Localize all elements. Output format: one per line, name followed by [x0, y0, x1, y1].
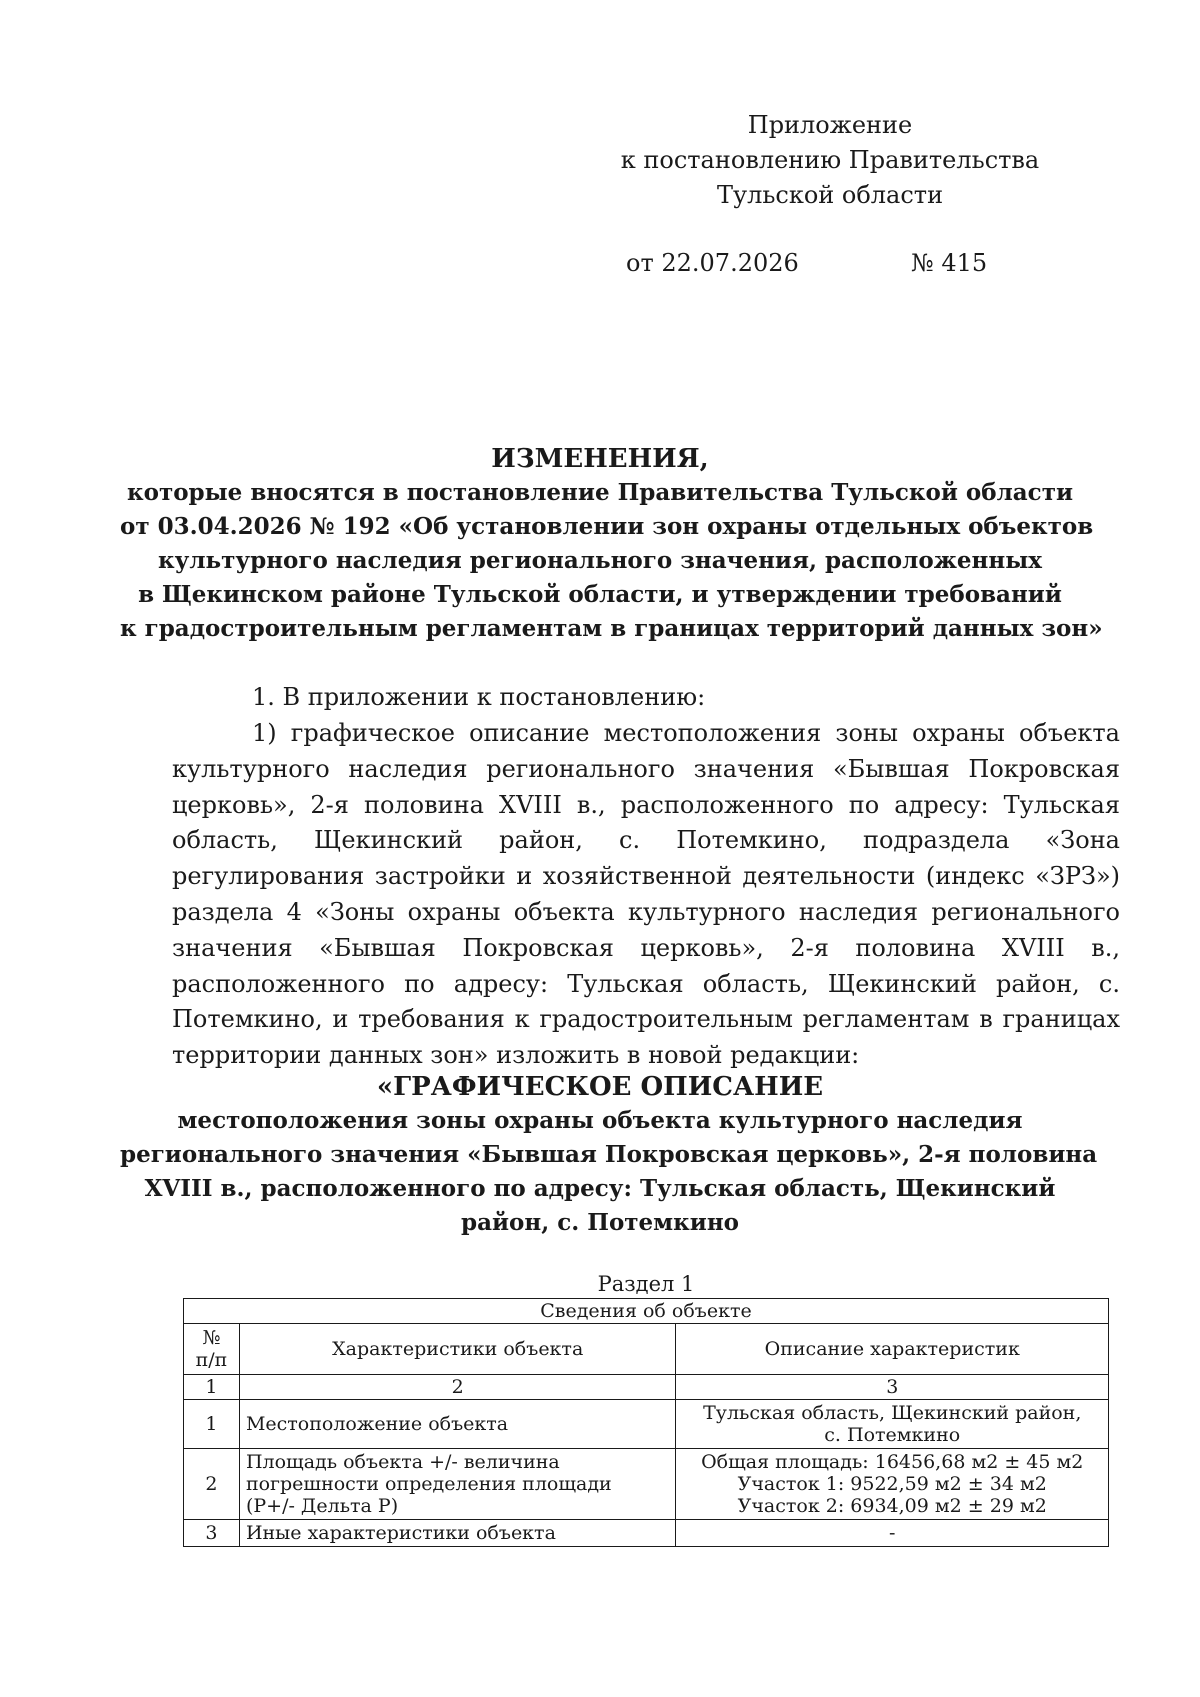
row-characteristic-line: погрешности определения площади [245, 1473, 612, 1495]
row-description-line: Участок 2: 6934,09 м2 ± 29 м2 [737, 1495, 1047, 1517]
graphic-description-heading [120, 1070, 1098, 1240]
row-description [676, 1400, 1109, 1449]
index-col-3: 3 [676, 1375, 1109, 1400]
table-caption: Сведения об объекте [184, 1299, 1109, 1324]
row-characteristic [239, 1449, 676, 1520]
index-col-2: 2 [239, 1375, 676, 1400]
graphic-heading-line-3: регионального значения «Бывшая Покровская церковь», 2-я половина [120, 1141, 1098, 1168]
appendix-line-2: к постановлению Правительства [620, 146, 1040, 174]
row-number: 1 [184, 1400, 240, 1449]
header-characteristics: Характеристики объекта [239, 1324, 676, 1375]
row-description: - [676, 1520, 1109, 1547]
row-description-line: с. Потемкино [824, 1424, 961, 1446]
graphic-heading-title: «ГРАФИЧЕСКОЕ ОПИСАНИЕ [376, 1072, 824, 1102]
graphic-heading-line-5: район, с. Потемкино [460, 1209, 740, 1236]
changes-heading-line-6: к градостроительным регламентам в границах территорий данных зон» [120, 615, 1103, 642]
changes-heading-line-3: от 03.04.2026 № 192 «Об установлении зон охраны отдельных объектов [120, 513, 1094, 540]
table-index-row [184, 1375, 1109, 1400]
row-characteristic: Иные характеристики объекта [239, 1520, 676, 1547]
row-description-line: Участок 1: 9522,59 м2 ± 34 м2 [737, 1473, 1047, 1495]
paragraph-subitem-1: 1) графическое описание местоположения зоны охраны объекта культурного наследия регионального значения «Бывшая Покровская церковь», 2-я половина XVIII в., расположенного по адресу: Тульская область, Щекинский район, с. Потемкино, подраздела «Зона регулирования застройки и хозяйственной деятельности (индекс «ЗРЗ») раздела 4 «Зоны охраны объекта культурного наследия регионального значения «Бывшая Покровская церковь», 2-я половина XVIII в., расположенного по адресу: Тульская область, Щекинский район, с. Потемкино, и требования к градостроительным регламентам в границах территории данных зон» изложить в новой редакции: [172, 719, 1120, 1070]
row-number: 3 [184, 1520, 240, 1547]
table-header-row [184, 1324, 1109, 1375]
appendix-block [590, 108, 1070, 213]
row-description-line: Общая площадь: 16456,68 м2 ± 45 м2 [701, 1451, 1084, 1473]
table-row [184, 1520, 1109, 1547]
changes-heading-line-2: которые вносятся в постановление Правительства Тульской области [127, 479, 1073, 506]
row-characteristic-line: Площадь объекта +/- величина [245, 1451, 560, 1473]
appendix-line-3: Тульской области [716, 181, 944, 209]
object-info-table [183, 1298, 1109, 1547]
row-characteristic-line: (P+/- Дельта P) [245, 1495, 399, 1517]
table-caption-row [184, 1299, 1109, 1324]
paragraph-item-1: 1. В приложении к постановлению: [252, 683, 706, 711]
changes-heading-line-4: культурного наследия регионального значения, расположенных [157, 547, 1042, 574]
appendix-title: Приложение [747, 111, 913, 139]
row-description [676, 1449, 1109, 1520]
section-label: Раздел 1 [597, 1272, 695, 1296]
table-row [184, 1400, 1109, 1449]
changes-heading-line-5: в Щекинском районе Тульской области, и утверждении требований [138, 581, 1062, 608]
header-description: Описание характеристик [676, 1324, 1109, 1375]
changes-heading [120, 442, 1103, 646]
row-number: 2 [184, 1449, 240, 1520]
index-col-1: 1 [184, 1375, 240, 1400]
decree-number: № 415 [911, 249, 988, 277]
row-description-line: Тульская область, Щекинский район, [703, 1402, 1082, 1424]
header-number-sign: № [202, 1327, 221, 1349]
row-characteristic: Местоположение объекта [239, 1400, 676, 1449]
decree-date: от 22.07.2026 [626, 249, 799, 277]
header-number [184, 1324, 240, 1375]
graphic-heading-line-4: XVIII в., расположенного по адресу: Тульская область, Щекинский [144, 1175, 1056, 1202]
changes-heading-title: ИЗМЕНЕНИЯ, [491, 444, 709, 474]
table-row [184, 1449, 1109, 1520]
graphic-heading-line-2: местоположения зоны охраны объекта культурного наследия [177, 1107, 1023, 1134]
header-number-pp: п/п [195, 1349, 228, 1371]
